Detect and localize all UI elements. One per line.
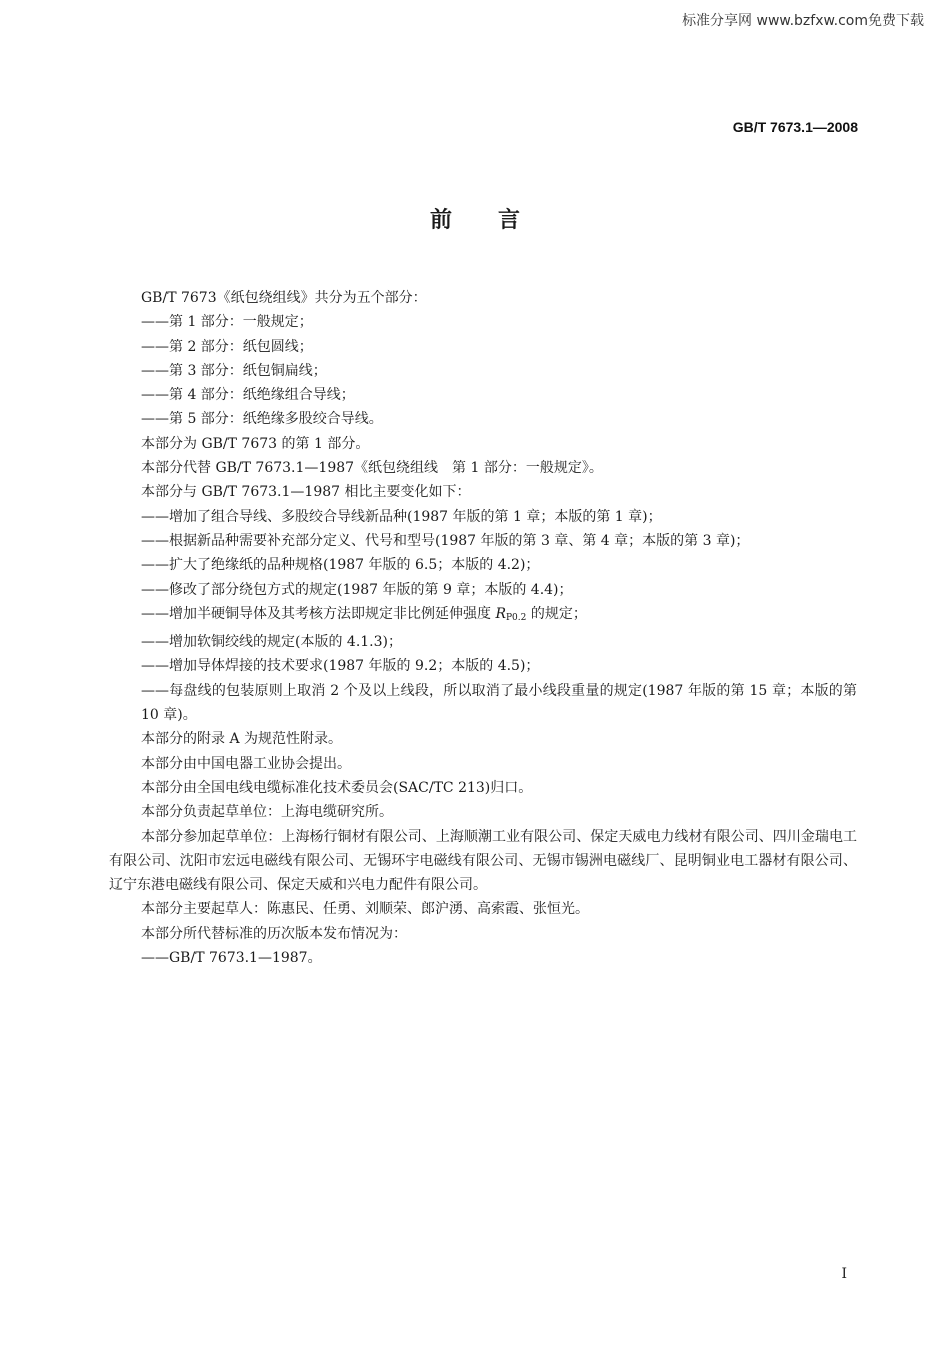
drafting-unit-paragraph: 本部分负责起草单位：上海电缆研究所。	[141, 804, 393, 821]
is-part-paragraph: 本部分为 GB/T 7673 的第 1 部分。	[141, 435, 370, 452]
intro-paragraph: GB/T 7673《纸包绕组线》共分为五个部分：	[141, 290, 427, 306]
replaces-paragraph: 本部分代替 GB/T 7673.1—1987《纸包绕组线 第 1 部分：一般规定》。	[141, 460, 603, 477]
change-item: ——修改了部分绕包方式的规定(1987 年版的第 9 章；本版的 4.4)；	[141, 581, 573, 598]
changes-intro-paragraph: 本部分与 GB/T 7673.1—1987 相比主要变化如下：	[141, 484, 471, 501]
change-item: ——增加了组合导线、多股绞合导线新品种(1987 年版的第 1 章；本版的第 1 章)；	[141, 508, 662, 525]
annex-paragraph: 本部分的附录 A 为规范性附录。	[141, 731, 343, 748]
change-item: ——增加导体焊接的技术要求(1987 年版的 9.2；本版的 4.5)；	[141, 658, 540, 675]
part-item: ——第 1 部分：一般规定；	[141, 314, 313, 331]
watermark-text: 标准分享网 www.bzfxw.com免费下载	[682, 13, 924, 29]
drafters-paragraph: 本部分主要起草人：陈惠民、任勇、刘顺荣、郎沪湧、高索霞、张恒光。	[141, 901, 589, 918]
proposed-by-paragraph: 本部分由中国电器工业协会提出。	[141, 755, 351, 772]
page-title: 前言	[429, 208, 566, 233]
participating-units-paragraph: 本部分参加起草单位：上海杨行铜材有限公司、上海顺潮工业有限公司、保定天威电力线材有限公司、四川金瑞电工有限公司、沈阳市宏远电磁线有限公司、无锡环宇电磁线有限公司、无锡市锡洲电磁线厂、昆明铜业电工器材有限公司、辽宁东港电磁线有限公司、保定天威和兴电力配件有限公司。	[109, 828, 857, 894]
change-item: ——每盘线的包装原则上取消 2 个及以上线段，所以取消了最小线段重量的规定(1987 年版的第 15 章；本版的第 10 章)。	[141, 682, 857, 724]
strength-subscript: P0.2	[506, 612, 527, 623]
part-item: ——第 4 部分：纸绝缘组合导线；	[141, 387, 355, 404]
foreword-body	[109, 286, 857, 970]
history-intro-paragraph: 本部分所代替标准的历次版本发布情况为：	[141, 925, 407, 942]
change-text: ——增加半硬铜导体及其考核方法即规定非比例延伸强度	[141, 605, 496, 622]
centralized-by-paragraph: 本部分由全国电线电缆标准化技术委员会(SAC/TC 213)归口。	[141, 779, 533, 796]
change-item: ——增加软铜绞线的规定(本版的 4.1.3)；	[141, 634, 402, 651]
history-item: ——GB/T 7673.1—1987。	[141, 950, 322, 967]
change-text: 的规定；	[526, 605, 587, 622]
document-number: GB/T 7673.1—2008	[732, 119, 858, 135]
part-item: ——第 5 部分：纸绝缘多股绞合导线。	[141, 411, 383, 428]
part-item: ——第 3 部分：纸包铜扁线；	[141, 362, 327, 379]
change-item: ——根据新品种需要补充部分定义、代号和型号(1987 年版的第 3 章、第 4 章；本版的第 3 章)；	[141, 532, 750, 549]
change-item: ——扩大了绝缘纸的品种规格(1987 年版的 6.5；本版的 4.2)；	[141, 557, 540, 574]
change-item-strength	[109, 602, 857, 630]
strength-symbol: R	[495, 605, 506, 622]
part-item: ——第 2 部分：纸包圆线；	[141, 338, 313, 355]
page-number: I	[841, 1266, 847, 1282]
